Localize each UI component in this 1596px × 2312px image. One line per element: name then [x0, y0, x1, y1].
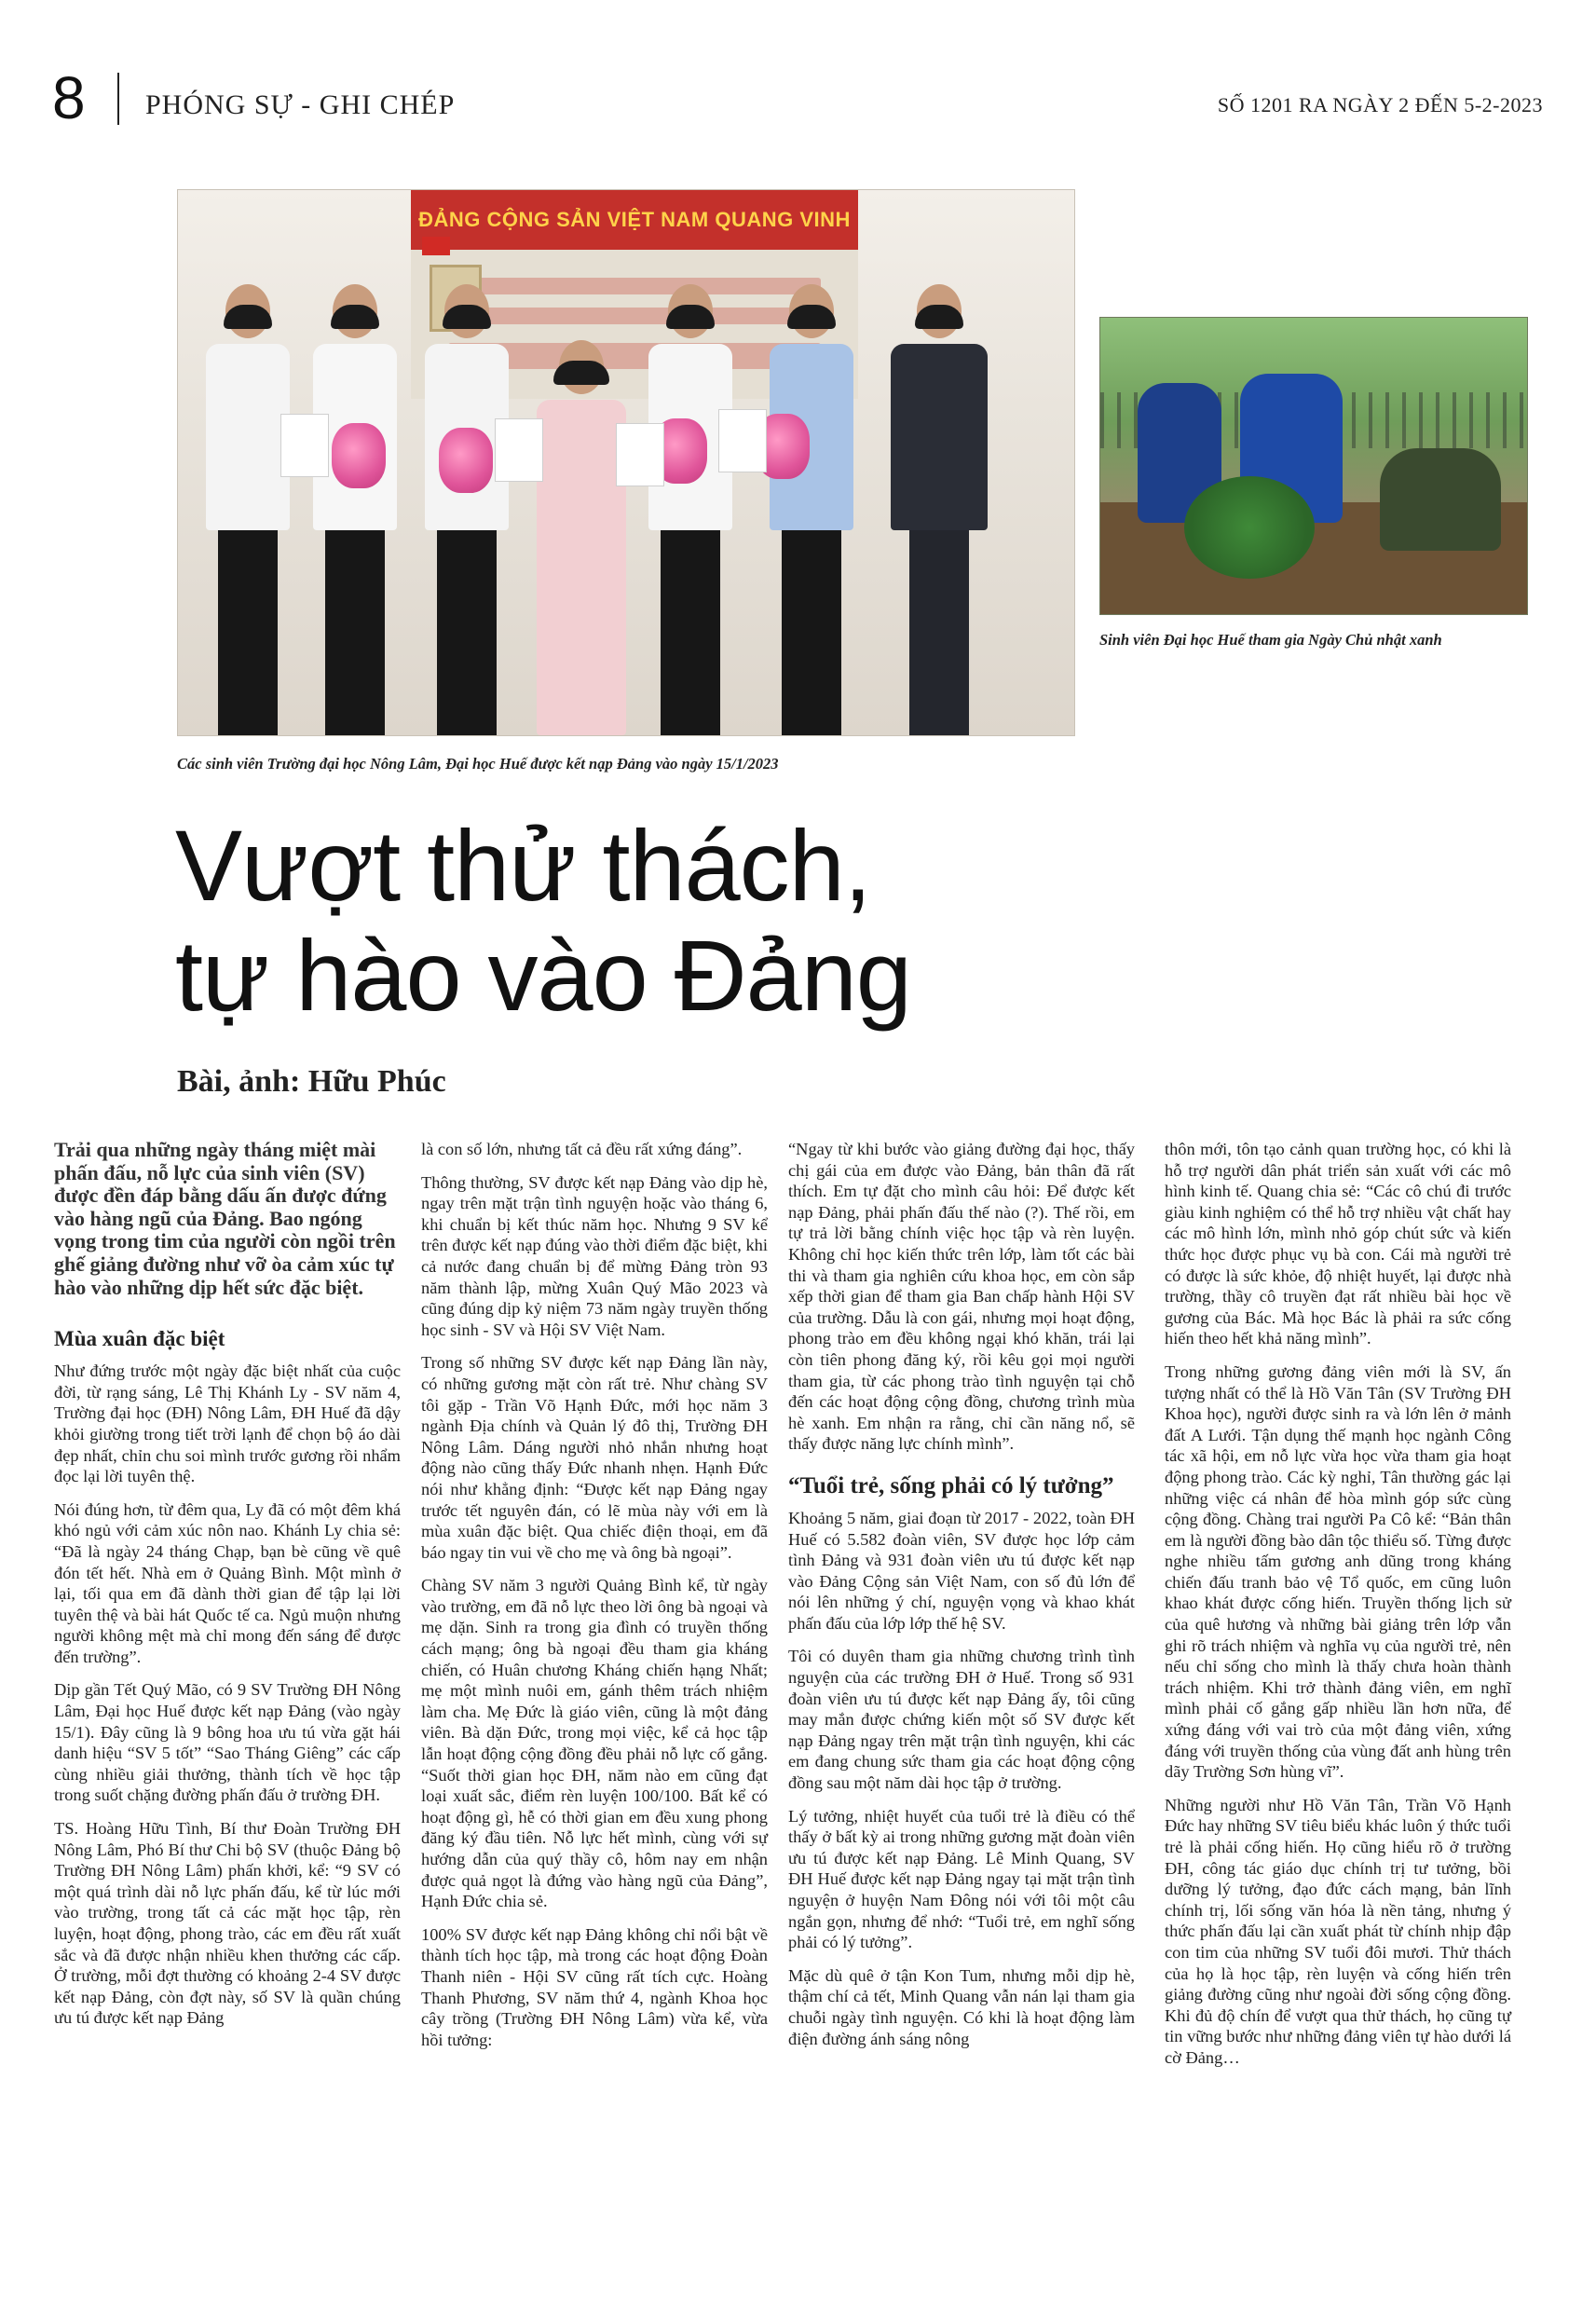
bouquet-icon: [332, 423, 386, 488]
certificate-icon: [718, 409, 767, 472]
side-photo-caption: Sinh viên Đại học Huế tham gia Ngày Chủ nhật xanh: [1099, 631, 1442, 649]
person-figure: [537, 361, 626, 735]
paragraph: Thông thường, SV được kết nạp Đảng vào dịp hè, ngay trên mặt trận tình nguyện hoặc vào tháng 6, khi chuẩn bị kết thúc năm học. Nhưng 9 SV kể trên được kết nạp đúng vào thời điểm đặc biệt, khi cả nước đang chuẩn bị để mừng Đảng tròn 93 năm thành lập, mừng Xuân Quý Mão 2023 và cũng đúng dịp kỷ niệm 73 năm ngày truyền thống học sinh - SV và Hội SV Việt Nam.: [421, 1172, 768, 1339]
paragraph: Lý tưởng, nhiệt huyết của tuổi trẻ là điều có thể thấy ở bất kỳ ai trong những gương mặt đoàn viên ưu tú được kết nạp Đảng. Lê Minh Quang, SV ĐH Huế được kết nạp Đảng ngay tại mặt trận tình nguyện ở huyện Nam Đông nói với tôi một câu ngắn gọn, nhưng để nhớ: “Tuổi trẻ, em nghĩ sống phải có lý tưởng”.: [788, 1806, 1135, 1952]
side-photo: [1099, 317, 1528, 615]
certificate-icon: [495, 418, 543, 482]
section-label: PHÓNG SỰ - GHI CHÉP: [145, 89, 456, 120]
article-column-1: [54, 1139, 401, 2041]
person-figure: [648, 305, 732, 735]
header-divider: [117, 73, 119, 125]
person-figure: [206, 305, 290, 735]
plant-icon: [1184, 476, 1315, 579]
bouquet-icon: [439, 428, 493, 493]
article-column-4: [1165, 1139, 1511, 2081]
main-photo: [177, 189, 1075, 736]
page-header: [52, 65, 1543, 130]
flag-icon: [422, 237, 450, 255]
paragraph: thôn mới, tôn tạo cảnh quan trường học, có khi là hỗ trợ người dân phát triển sản xuất với các mô hình kinh tế. Quang chia sẻ: “Các cô chú đi trước giàu kinh nghiệm có thể hỗ trợ nhiều vật chất hay các mô hình lớn, mình nhỏ góp chút sức và kiến thức học được phục vụ bà con. Cái mà người trẻ có được là sức khỏe, độ nhiệt huyết, lại được nhà trường, thầy cô truyền đạt rất nhiều bài học về gương của Bác. Mà học Bác là phải ra sức cống hiến theo hết khả năng mình”.: [1165, 1140, 1511, 1348]
issue-info: SỐ 1201 RA NGÀY 2 ĐẾN 5-2-2023: [1217, 93, 1543, 116]
byline: Bài, ảnh: Hữu Phúc: [177, 1064, 446, 1099]
article-title: [175, 811, 1386, 1031]
subheading: Mùa xuân đặc biệt: [54, 1327, 225, 1351]
paragraph: Nói đúng hơn, từ đêm qua, Ly đã có một đêm khá khó ngủ với cảm xúc nôn nao. Khánh Ly chia sẻ: “Đã là ngày 24 tháng Chạp, bạn bè cũng về quê đón tết hết. Nhà em ở Quảng Bình. Một mình ở lại, tối qua em đã dành thời gian để tập lại lời tuyên thệ và bài hát Quốc tế ca. Ngủ muộn nhưng người không mệt mà chỉ mong đến sáng để được đến trường”.: [54, 1499, 401, 1666]
main-photo-caption: Các sinh viên Trường đại học Nông Lâm, Đại học Huế được kết nạp Đảng vào ngày 15/1/2023: [177, 755, 779, 773]
title-line: Vượt thử thách,: [175, 809, 871, 922]
person-figure: [1380, 448, 1501, 551]
paragraph: “Ngay từ khi bước vào giảng đường đại học, thấy chị gái của em được vào Đảng, bản thân đã rất thích. Em tự đặt cho mình câu hỏi: Để được kết nạp Đảng, phải phấn đấu thế nào (?). Thế rồi, em tự trả lời bằng chính việc học tập và rèn luyện. Không chỉ học kiến thức trên lớp, làm tốt các bài thi và tham gia nghiên cứu khoa học, em còn sắp xếp thời gian để tham gia Ban chấp hành Hội SV của trường. Dẫu là con gái, nhưng mọi hoạt động, phong trào em đều không ngại khó khăn, trái lại còn tiên phong đăng ký, rồi kêu gọi mọi người tham gia, từ các phong trào tình nguyện tại chỗ đến các hoạt động cộng đồng, chương trình mùa hè xanh. Em nhận ra rằng, chỉ cần năng nổ, sẽ thấy được năng lực chính mình”.: [788, 1140, 1135, 1454]
paragraph: là con số lớn, nhưng tất cả đều rất xứng đáng”.: [421, 1140, 743, 1158]
certificate-icon: [616, 423, 664, 486]
paragraph: TS. Hoàng Hữu Tình, Bí thư Đoàn Trường ĐH Nông Lâm, Phó Bí thư Chi bộ SV (thuộc Đảng bộ Trường ĐH Nông Lâm) phấn khởi, kể: “9 SV có một quá trình dài nỗ lực phấn đấu, kể từ lúc mới vào trường, trong tất cả các mặt học tập, rèn luyện, hoạt động, phong trào, các em đều rất xuất sắc và đã được nhận nhiều khen thưởng các cấp. Ở trường, mỗi đợt thường có khoảng 2-4 SV được kết nạp Đảng, còn đợt này, số SV là quần chúng ưu tú được kết nạp Đảng: [54, 1819, 401, 2028]
paragraph: Tôi có duyên tham gia những chương trình tình nguyện của các trường ĐH ở Huế. Trong số 931 đoàn viên ưu tú được kết nạp Đảng ấy, tôi cũng may mắn được chứng kiến một số SV được kết nạp Đảng ngay trên mặt trận tình nguyện, khi các em đang chung sức tham gia các hoạt động cộng đồng sau một năm dài học tập ở trường.: [788, 1647, 1135, 1793]
paragraph: Khoảng 5 năm, giai đoạn từ 2017 - 2022, toàn ĐH Huế có 5.582 đoàn viên, SV được học lớp cảm tình Đảng và 931 đoàn viên ưu tú được kết nạp vào Đảng Cộng sản Việt Nam, con số đủ lớn để nói lên những ý chí, nguyện vọng và khao khát phấn đấu của lớp lớp thế hệ SV.: [788, 1508, 1135, 1633]
title-line: tự hào vào Đảng: [175, 919, 911, 1032]
certificate-icon: [280, 414, 329, 477]
photo-banner: ĐẢNG CỘNG SẢN VIỆT NAM QUANG VINH: [411, 190, 858, 250]
person-figure: [891, 305, 988, 735]
person-figure: [313, 305, 397, 735]
paragraph: 100% SV được kết nạp Đảng không chỉ nổi bật về thành tích học tập, mà trong các hoạt động Đoàn Thanh niên - Hội SV cũng rất tích cực. Hoàng Thanh Phương, SV năm thứ 4, ngành Khoa học cây trồng (Trường ĐH Nông Lâm) vừa kể, vừa hồi tưởng:: [421, 1924, 768, 2049]
person-figure: [770, 305, 853, 735]
subheading: “Tuổi trẻ, sống phải có lý tưởng”: [788, 1472, 1114, 1498]
paragraph: Dịp gần Tết Quý Mão, có 9 SV Trường ĐH Nông Lâm, Đại học Huế được kết nạp Đảng (vào ngày 15/1). Đây cũng là 9 bông hoa ưu tú vừa gặt hái danh hiệu “SV 5 tốt” “Sao Tháng Giêng” các cấp cùng nhiều giải thưởng, thành tích về học tập trong suốt chặng đường phấn đấu ở trường ĐH.: [54, 1680, 401, 1805]
article-column-3: [788, 1139, 1135, 2061]
paragraph: Trong những gương đảng viên mới là SV, ấn tượng nhất có thể là Hồ Văn Tân (SV Trường ĐH Khoa học), người được sinh ra và lớn lên ở mảnh đất A Lưới. Tận dụng thế mạnh học ngành Công tác xã hội, em nỗ lực vừa học vừa tham gia hoạt động phong trào. Các kỳ nghỉ, Tân thường gác lại những việc cá nhân để hòa mình góp sức cùng cộng đồng. Chàng trai người Pa Cô kể: “Bản thân em là người đồng bào dân tộc thiểu số. Từng được nghe nhiều tấm gương anh dũng trong kháng chiến đấu tranh bảo vệ Tổ quốc, em cũng luôn khao khát được cống hiến. Truyền thống lịch sử của quê hương và những bài giảng trên lớp vẫn ghi rõ trách nhiệm và nghĩa vụ của người trẻ, nên nếu chỉ sống cho mình là thấy chưa hoàn thành trách nhiệm. Khi trở thành đảng viên, em nghĩ mình phải cố gắng gấp nhiều lần hơn nữa, để xứng đáng với vai trò của một đảng viên, xứng đáng với truyền thống của vùng đất anh hùng trên dãy Trường Sơn hùng vĩ”.: [1165, 1361, 1511, 1782]
paragraph: Như đứng trước một ngày đặc biệt nhất của cuộc đời, từ rạng sáng, Lê Thị Khánh Ly - SV năm 4, Trường đại học (ĐH) Nông Lâm, ĐH Huế đã dậy khỏi giường trong tiết trời lạnh để chọn bộ áo dài đẹp nhất, chỉn chu soi mình trước gương rồi nhẩm đọc lại lời tuyên thệ.: [54, 1361, 401, 1486]
paragraph: Chàng SV năm 3 người Quảng Bình kể, từ ngày vào trường, em đã nỗ lực theo lời ông bà ngoại và mẹ dặn. Sinh ra trong gia đình có truyền thống cách mạng; ông bà ngoại đều tham gia kháng chiến, có Huân chương Kháng chiến hạng Nhất; mẹ một mình nuôi em, gánh thêm trách nhiệm làm cha. Mẹ Đức là giáo viên, cũng là một đảng viên. Bà dặn Đức, trong mọi việc, kể cả học tập lẫn hoạt động cộng đồng đều phải nỗ lực cố gắng. “Suốt thời gian học ĐH, năm nào em cũng đạt loại xuất sắc, điểm rèn luyện 100/100. Bất kể có hoạt động gì, hễ có thời gian em đều xung phong đăng ký đầu tiên. Nỗ lực hết mình, cùng với sự hướng dẫn của quý thầy cô, hôm nay em nhận được quả ngọt là đứng vào hàng ngũ của Đảng”, Hạnh Đức chia sẻ.: [421, 1576, 768, 1911]
backdrop-text-line: [448, 278, 821, 294]
page-number: 8: [52, 64, 86, 131]
paragraph: Trong số những SV được kết nạp Đảng lần này, có những gương mặt còn rất trẻ. Như chàng SV tôi gặp - Trần Võ Hạnh Đức, mới học năm 3 ngành Địa chính và Quản lý đô thị, Trường ĐH Nông Lâm. Dáng người nhỏ nhắn nhưng hoạt động nào cũng thấy Đức nhanh nhẹn. Hạnh Đức nói như khẳng định: “Được kết nạp Đảng ngay trước tết nguyên đán, có lẽ mùa này với em là mùa xuân đặc biệt. Qua chiếc điện thoại, em đã báo ngay tin vui về cho mẹ và ông bà ngoại”.: [421, 1353, 768, 1562]
lead-paragraph: Trải qua những ngày tháng miệt mài phấn đấu, nỗ lực của sinh viên (SV) được đền đáp bằng dấu ấn được đứng vào hàng ngũ của Đảng. Bao ngóng vọng trong tim của người còn ngồi trên ghế giảng đường như vỡ òa cảm xúc tự hào vào những dịp hết sức đặc biệt.: [54, 1138, 396, 1299]
paragraph: Những người như Hồ Văn Tân, Trần Võ Hạnh Đức hay những SV tiêu biểu khác luôn ý thức tuổi trẻ là phải cống hiến. Họ cũng hiểu rõ ở trường ĐH, công tác giáo dục chính trị tư tưởng, bồi dưỡng lý tưởng, đạo đức cách mạng, bản lĩnh chính trị, lối sống văn hóa là nền tảng, nhưng ý thức phấn đấu lại cần xuất phát từ chính nhịp đập con tim của những SV tuổi đôi mươi. Thử thách của họ là học tập, rèn luyện và cống hiến trên giảng đường cũng như ngoài đời sống cộng đồng. Khi đủ độ chín để vượt qua thử thách, họ cũng tự tin vững bước như những đảng viên tự hào dưới lá cờ Đảng…: [1165, 1795, 1511, 2067]
paragraph: Mặc dù quê ở tận Kon Tum, nhưng mỗi dịp hè, thậm chí cả tết, Minh Quang vẫn nán lại tham gia chuỗi ngày tình nguyện. Có khi là hoạt động làm điện đường ánh sáng nông: [788, 1965, 1135, 2048]
person-figure: [425, 305, 509, 735]
article-column-2: [421, 1139, 768, 2062]
